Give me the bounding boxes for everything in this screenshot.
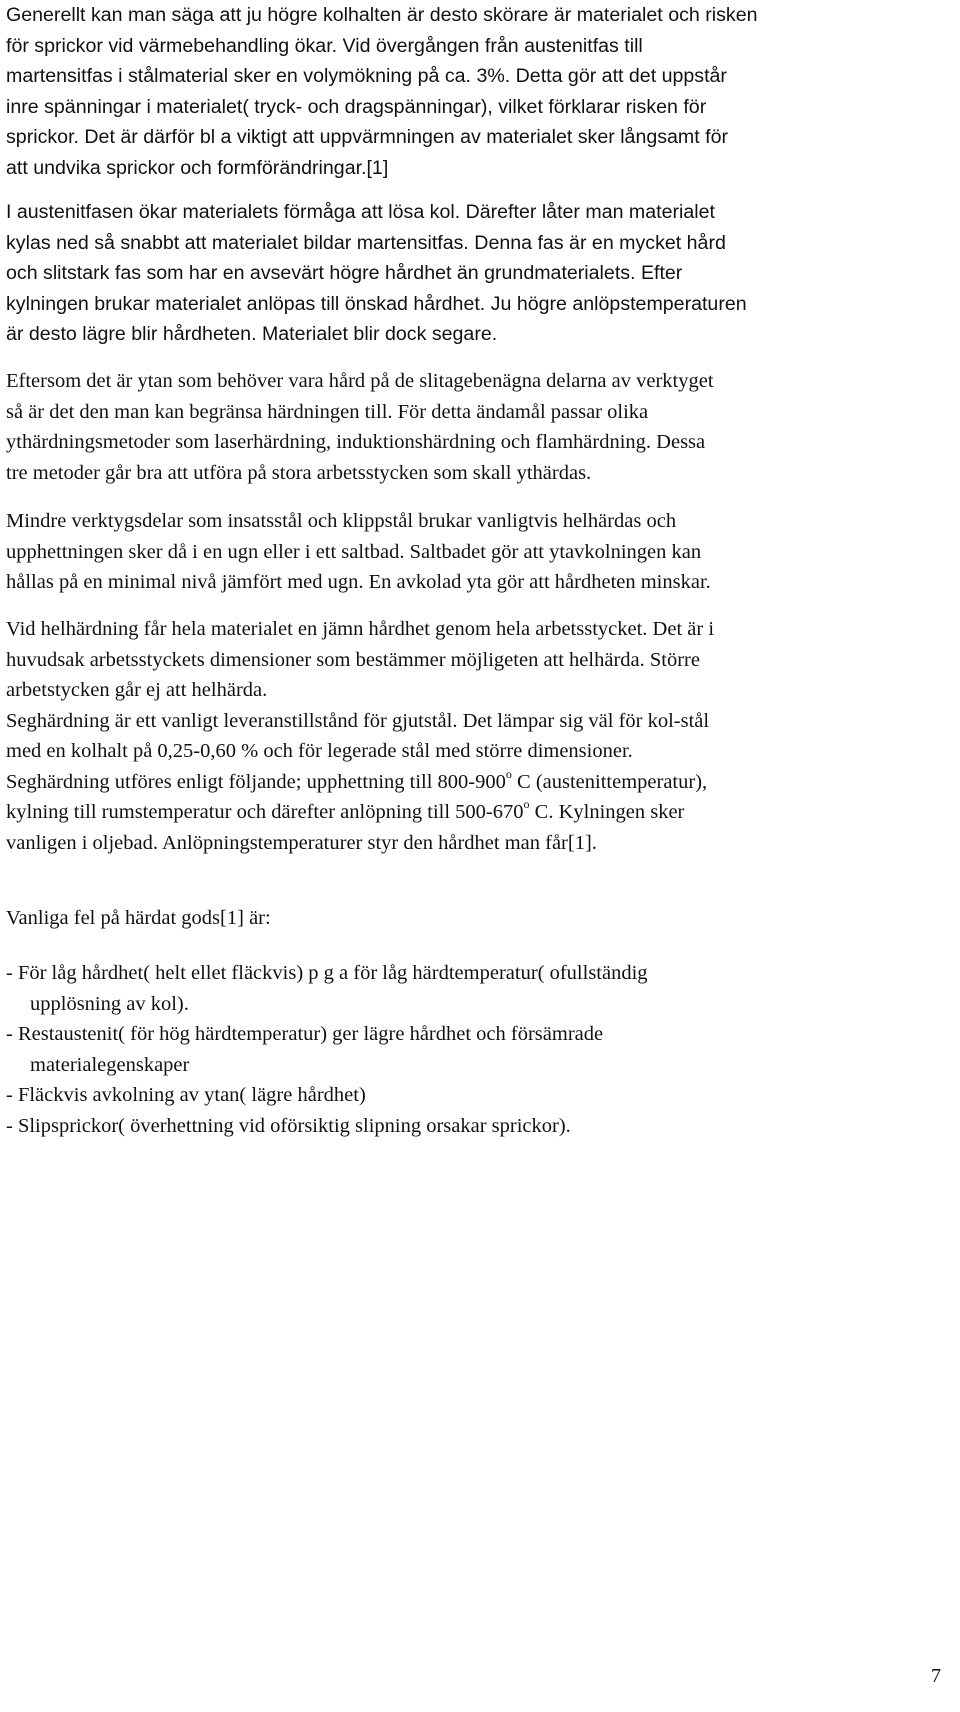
text-line: kylningen brukar materialet anlöpas till önskad hårdhet. Ju högre anlöpstemperaturen bbox=[6, 292, 747, 315]
paragraph-4 bbox=[6, 506, 951, 598]
paragraph-6 bbox=[6, 903, 951, 934]
degree-superscript: o bbox=[505, 766, 512, 781]
text-line: Seghärdning är ett vanligt leveranstillstånd för gjutstål. Det lämpar sig väl för kol-stål bbox=[6, 709, 710, 732]
text-line: för sprickor vid värmebehandling ökar. Vid övergången från austenitfas till bbox=[6, 34, 643, 57]
text-segment: Seghärdning utföres enligt följande; upphettning till 800-900 bbox=[6, 770, 506, 793]
list-item: - För låg hårdhet( helt ellet fläckvis) p g a för låg härdtemperatur( ofullständig bbox=[6, 962, 648, 984]
text-segment: C. Kylningen sker bbox=[529, 801, 685, 823]
text-line: upphettningen sker då i en ugn eller i ett saltbad. Saltbadet gör att ytavkolningen kan bbox=[6, 540, 702, 563]
list-item: - Restaustenit( för hög härdtemperatur) ger lägre hårdhet och försämrade bbox=[6, 1023, 604, 1045]
text-line: huvudsak arbetsstyckets dimensioner som bestämmer möjligeten att helhärda. Större bbox=[6, 648, 700, 671]
text-segment: kylning till rumstemperatur och därefter anlöpning till 500-670 bbox=[6, 801, 524, 823]
text-line: hållas på en minimal nivå jämfört med ugn. En avkolad yta gör att hårdheten minskar. bbox=[6, 571, 711, 593]
text-line: så är det den man kan begränsa härdningen till. För detta ändamål passar olika bbox=[6, 400, 649, 423]
paragraph-1 bbox=[6, 0, 951, 183]
error-list bbox=[6, 958, 951, 1141]
paragraph-2 bbox=[6, 197, 951, 350]
document-page bbox=[6, 0, 951, 1712]
text-line: kylas ned så snabbt att materialet bildar martensitfas. Denna fas är en mycket hård bbox=[6, 231, 726, 254]
text-line: martensitfas i stålmaterial sker en volymökning på ca. 3%. Detta gör att det uppstår bbox=[6, 65, 727, 87]
text-line: Mindre verktygsdelar som insatsstål och klippstål brukar vanligtvis helhärdas och bbox=[6, 510, 677, 532]
text-line: arbetstycken går ej att helhärda. bbox=[6, 679, 268, 701]
text-line: Generellt kan man säga att ju högre kolhalten är desto skörare är materialet och risken bbox=[6, 4, 758, 26]
text-line: I austenitfasen ökar materialets förmåga att lösa kol. Därefter låter man materialet bbox=[6, 201, 715, 223]
text-line: att undvika sprickor och formförändringar.[1] bbox=[6, 156, 389, 179]
list-item: - Slipsprickor( överhettning vid oförsiktig slipning orsakar sprickor). bbox=[6, 1114, 571, 1137]
list-item-continuation: upplösning av kol). bbox=[30, 992, 189, 1015]
page-number: 7 bbox=[931, 1665, 941, 1687]
text-line: Eftersom det är ytan som behöver vara hård på de slitagebenägna delarna av verktyget bbox=[6, 370, 714, 392]
text-line: är desto lägre blir hårdheten. Materialet blir dock segare. bbox=[6, 323, 498, 345]
text-line bbox=[6, 767, 951, 798]
list-item: - Fläckvis avkolning av ytan( lägre hårdhet) bbox=[6, 1084, 366, 1106]
paragraph-3 bbox=[6, 366, 951, 488]
text-line: med en kolhalt på 0,25-0,60 % och för legerade stål med större dimensioner. bbox=[6, 740, 633, 762]
text-line: Vid helhärdning får hela materialet en jämn hårdhet genom hela arbetsstycket. Det är i bbox=[6, 618, 715, 640]
text-line: tre metoder går bra att utföra på stora arbetsstycken som skall ythärdas. bbox=[6, 461, 592, 484]
text-line: ythärdningsmetoder som laserhärdning, induktionshärdning och flamhärdning. Dessa bbox=[6, 431, 706, 453]
text-line bbox=[6, 797, 951, 828]
degree-superscript: o bbox=[523, 797, 530, 812]
text-line: inre spänningar i materialet( tryck- och dragspänningar), vilket förklarar risken för bbox=[6, 95, 707, 118]
text-line: vanligen i oljebad. Anlöpningstemperaturer styr den hårdhet man får[1]. bbox=[6, 831, 597, 854]
list-item-continuation: materialegenskaper bbox=[30, 1053, 190, 1076]
text-line: sprickor. Det är därför bl a viktigt att uppvärmningen av materialet sker långsamt för bbox=[6, 126, 729, 148]
text-line: och slitstark fas som har en avsevärt högre hårdhet än grundmaterialets. Efter bbox=[6, 262, 683, 284]
text-segment: C (austenittemperatur), bbox=[511, 770, 708, 793]
paragraph-5 bbox=[6, 614, 951, 858]
text-line: Vanliga fel på härdat gods[1] är: bbox=[6, 907, 271, 929]
